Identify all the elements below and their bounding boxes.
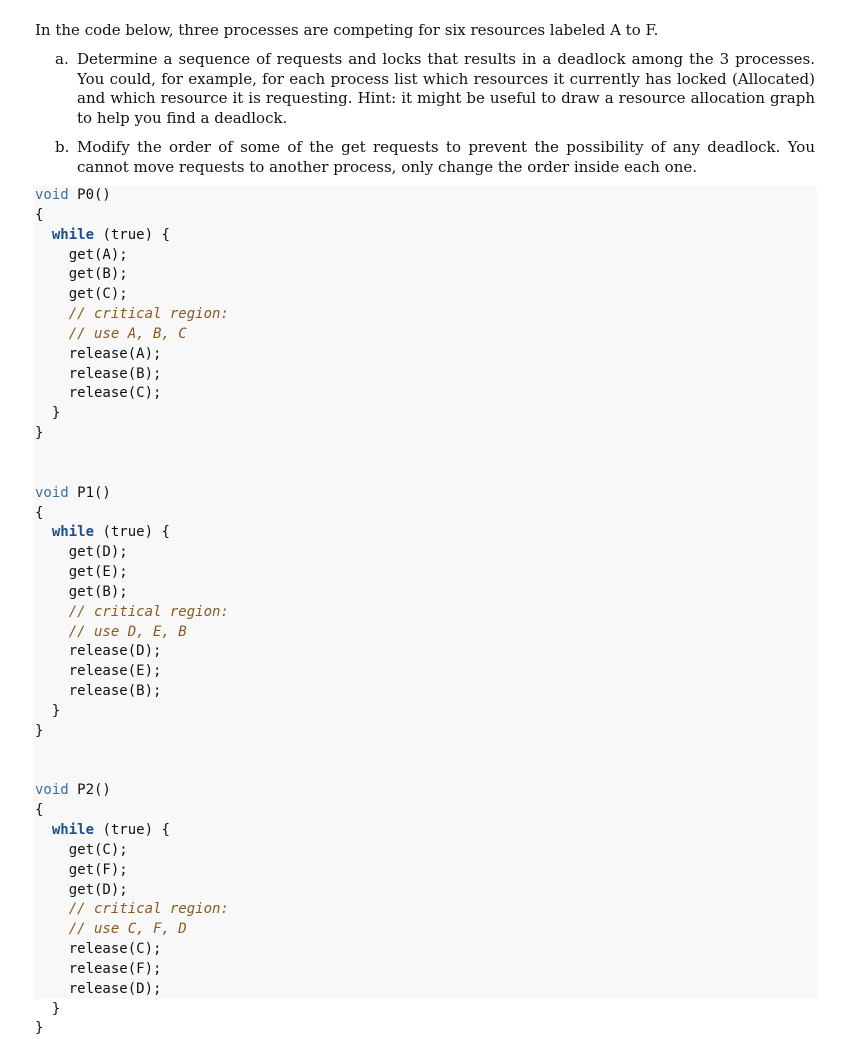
- get-call: get(C);: [68, 841, 128, 858]
- open-brace: {: [35, 504, 44, 521]
- while-loop: while (true) {: [51, 226, 170, 243]
- get-call: get(E);: [68, 564, 128, 581]
- loop-close-brace: }: [35, 1000, 61, 1017]
- part-b: [55, 138, 815, 177]
- release-call: release(A);: [68, 345, 162, 362]
- part-b-marker: b.: [55, 138, 70, 156]
- release-call: release(E);: [68, 663, 162, 680]
- loop-close-brace: }: [35, 702, 61, 719]
- while-loop: while (true) {: [51, 524, 170, 541]
- open-brace: {: [35, 802, 44, 819]
- function-signature: void P2(): [35, 782, 111, 799]
- get-call: get(B);: [68, 266, 128, 283]
- function-signature: void P1(): [35, 484, 111, 501]
- part-a: [55, 50, 815, 128]
- function-signature: void P0(): [35, 187, 111, 203]
- get-call: get(B);: [68, 583, 128, 600]
- code-comment: // critical region:: [68, 901, 229, 918]
- get-call: get(A);: [68, 246, 128, 263]
- get-call: get(C);: [68, 286, 128, 303]
- code-listing: [33, 186, 817, 1037]
- blank-line: [35, 742, 229, 762]
- code-comment: // use C, F, D: [68, 921, 187, 938]
- loop-close-brace: }: [35, 405, 61, 422]
- close-brace: }: [35, 1020, 44, 1037]
- part-b-text: Modify the order of some of the get requests to prevent the possibility of any deadlock. You cannot move requests to another process, only change the order inside each one.: [77, 138, 815, 176]
- get-call: get(D);: [68, 881, 128, 898]
- code-comment: // critical region:: [68, 603, 229, 620]
- release-call: release(D);: [68, 643, 162, 660]
- while-loop: while (true) {: [51, 822, 170, 838]
- blank-line: [35, 444, 229, 464]
- get-call: get(D);: [68, 544, 128, 561]
- close-brace: }: [35, 722, 44, 739]
- intro-paragraph: In the code below, three processes are competing for six resources labeled A to F.: [35, 21, 659, 39]
- get-call: get(F);: [68, 861, 128, 878]
- question-parts: [55, 50, 815, 187]
- release-call: release(C);: [68, 941, 162, 958]
- open-brace: {: [35, 206, 44, 223]
- release-call: release(B);: [68, 683, 162, 700]
- code-text: [35, 186, 229, 1039]
- release-call: release(F);: [68, 960, 162, 977]
- release-call: release(B);: [68, 365, 162, 382]
- part-a-text: Determine a sequence of requests and locks that results in a deadlock among the 3 processes. You could, for example, for each process list which resources it currently has locked (Allocated) and which resource it is requesting. Hint: it might be useful to draw a resource allocation graph to help you find a deadlock.: [77, 50, 815, 127]
- close-brace: }: [35, 425, 44, 442]
- release-call: release(C);: [68, 385, 162, 402]
- code-comment: // use A, B, C: [68, 325, 187, 342]
- code-comment: // critical region:: [68, 306, 229, 323]
- part-a-marker: a.: [55, 50, 69, 68]
- code-comment: // use D, E, B: [68, 623, 187, 640]
- release-call: release(D);: [68, 980, 162, 997]
- blank-line: [35, 464, 229, 484]
- blank-line: [35, 761, 229, 781]
